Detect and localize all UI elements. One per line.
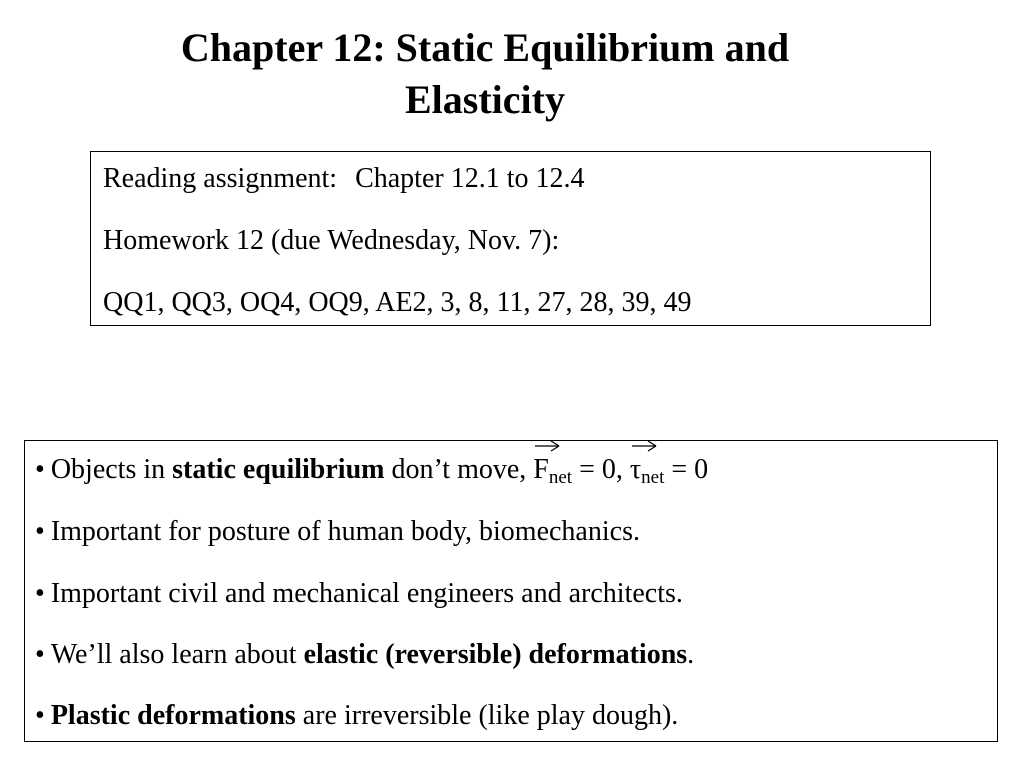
- bullet-text-prefix: We’ll also learn about: [50, 639, 304, 670]
- vector-arrow-icon: [535, 439, 561, 453]
- bullet-text-prefix: Objects in: [50, 454, 173, 485]
- bullet-marker: •: [35, 578, 45, 609]
- assignment-box: [90, 151, 931, 326]
- bullet-bold-term: static equilibrium: [172, 454, 385, 485]
- bullet-item-posture: [35, 516, 640, 548]
- bullet-item-engineers: [35, 578, 683, 610]
- net-subscript: net: [548, 467, 573, 488]
- problem-list: QQ1, QQ3, OQ4, OQ9, AE2, 3, 8, 11, 27, 28, 39, 49: [103, 287, 692, 318]
- bullet-item-static-equilibrium: [35, 454, 708, 494]
- key-points-box: [24, 440, 998, 742]
- net-force-vector: [533, 454, 549, 486]
- title-line-1: Chapter 12: Static Equilibrium and: [180, 25, 790, 70]
- net-torque-vector: [630, 454, 641, 486]
- equals-zero-comma: = 0,: [572, 454, 630, 485]
- vector-arrow-icon: [632, 439, 658, 453]
- bullet-item-elastic: [35, 639, 694, 671]
- bullet-text: Important civil and mechanical engineers and architects.: [50, 578, 683, 609]
- bullet-text: Important for posture of human body, biomechanics.: [50, 516, 640, 547]
- bullet-item-plastic: [35, 700, 678, 732]
- bullet-text-middle: don’t move,: [384, 454, 534, 485]
- reading-assignment-line: [103, 163, 585, 195]
- bullet-bold-term: Plastic deformations: [50, 700, 296, 731]
- title-line-2: Elasticity: [405, 77, 565, 122]
- bullet-bold-term: elastic (reversible) deformations: [303, 639, 688, 670]
- reading-value: Chapter 12.1 to 12.4: [355, 163, 585, 194]
- torque-symbol: τ: [629, 454, 642, 485]
- force-symbol: F: [533, 454, 549, 485]
- homework-line: Homework 12 (due Wednesday, Nov. 7):: [103, 225, 560, 256]
- bullet-text-suffix: .: [687, 639, 695, 670]
- bullet-marker: •: [35, 454, 45, 485]
- bullet-marker: •: [35, 516, 45, 547]
- bullet-marker: •: [35, 700, 45, 731]
- bullet-text-suffix: are irreversible (like play dough).: [295, 700, 679, 731]
- reading-label: Reading assignment:: [103, 163, 338, 194]
- bullet-marker: •: [35, 639, 45, 670]
- net-subscript: net: [641, 467, 665, 488]
- equals-zero: = 0: [664, 454, 709, 485]
- slide-title: [90, 22, 880, 126]
